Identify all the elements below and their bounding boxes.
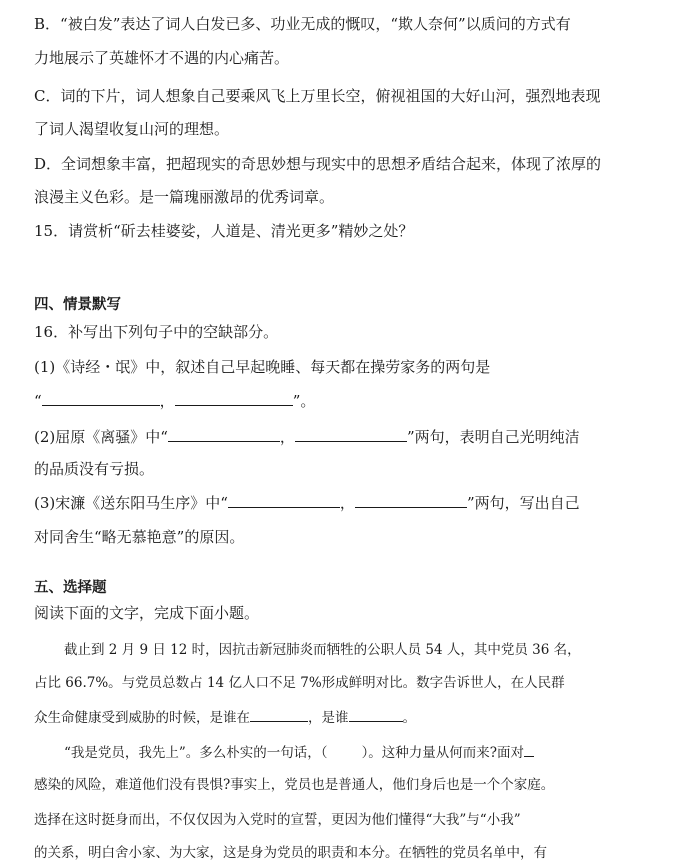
- item-1-blanks: “ ， ”。: [34, 392, 316, 410]
- passage-line-1: 截止到 2 月 9 日 12 时，因抗击新冠肺炎而牺牲的公职人员 54 人，其中党员 36 名，: [64, 642, 581, 658]
- section-5-intro: 阅读下面的文字，完成下面小题。: [34, 604, 260, 622]
- option-b-line-2: 力地展示了英雄怀才不遇的内心痛苦。: [34, 49, 290, 67]
- passage-line-3: 众生命健康受到威胁的时候，是谁在 ，是谁 。: [34, 707, 416, 727]
- blank-passage-c[interactable]: [524, 742, 534, 757]
- passage-line-5: 感染的风险，难道他们没有畏惧?事实上，党员也是普通人，他们身后也是一个个家庭。: [34, 777, 555, 793]
- option-d-line-1: D．全词想象丰富，把超现实的奇思妙想与现实中的思想矛盾结合起来，体现了浓厚的: [34, 155, 602, 173]
- item-3-line-1: (3)宋濂《送东阳马生序》中“ ， ”两句，写出自己: [34, 494, 580, 512]
- section-4-title: 四、情景默写: [34, 297, 121, 313]
- option-c-line-2: 了词人渴望收复山河的理想。: [34, 120, 230, 138]
- blank-passage-b[interactable]: [349, 707, 403, 722]
- passage-line-2: 占比 66.7%。与党员总数占 14 亿人口不足 7%形成鲜明对比。数字告诉世人，在人民群: [34, 675, 565, 691]
- item-1-prompt: (1)《诗经・氓》中，叙述自己早起晚睡、每天都在操劳家务的两句是: [34, 358, 491, 376]
- section-5-title: 五、选择题: [34, 580, 107, 596]
- blank-1b[interactable]: [175, 391, 293, 406]
- passage-line-6: 选择在这时挺身而出，不仅仅因为入党时的宣誓，更因为他们懂得“大我”与“小我”: [34, 812, 521, 828]
- option-c-line-1: C．词的下片，词人想象自己要乘风飞上万里长空，俯视祖国的大好山河，强烈地表现: [34, 87, 601, 105]
- item-2-line-1: (2)屈原《离骚》中“ ， ”两句，表明自己光明纯洁: [34, 428, 580, 446]
- passage-line-4: “我是党员，我先上”。多么朴实的一句话，（ ）。这种力量从何而来?面对: [64, 742, 534, 762]
- blank-3a[interactable]: [228, 493, 340, 508]
- option-d-line-2: 浪漫主义色彩。是一篇瑰丽激昂的优秀词章。: [34, 188, 335, 206]
- blank-2b[interactable]: [295, 427, 407, 442]
- blank-2a[interactable]: [168, 427, 280, 442]
- item-2-line-2: 的品质没有亏损。: [34, 460, 155, 478]
- blank-passage-a[interactable]: [250, 707, 308, 722]
- blank-1a[interactable]: [42, 391, 160, 406]
- option-b-line-1: B．“被白发”表达了词人白发已多、功业无成的慨叹，“欺人奈何”以质问的方式有: [34, 15, 571, 33]
- passage-line-7: 的关系，明白舍小家、为大家，这是身为党员的职责和本分。在牺牲的党员名单中，有: [34, 845, 547, 861]
- question-15: 15．请赏析“斫去桂婆娑，人道是、清光更多”精妙之处？: [34, 222, 414, 240]
- question-16: 16．补写出下列句子中的空缺部分。: [34, 323, 279, 341]
- blank-3b[interactable]: [355, 493, 467, 508]
- item-3-line-2: 对同舍生“略无慕艳意”的原因。: [34, 528, 245, 546]
